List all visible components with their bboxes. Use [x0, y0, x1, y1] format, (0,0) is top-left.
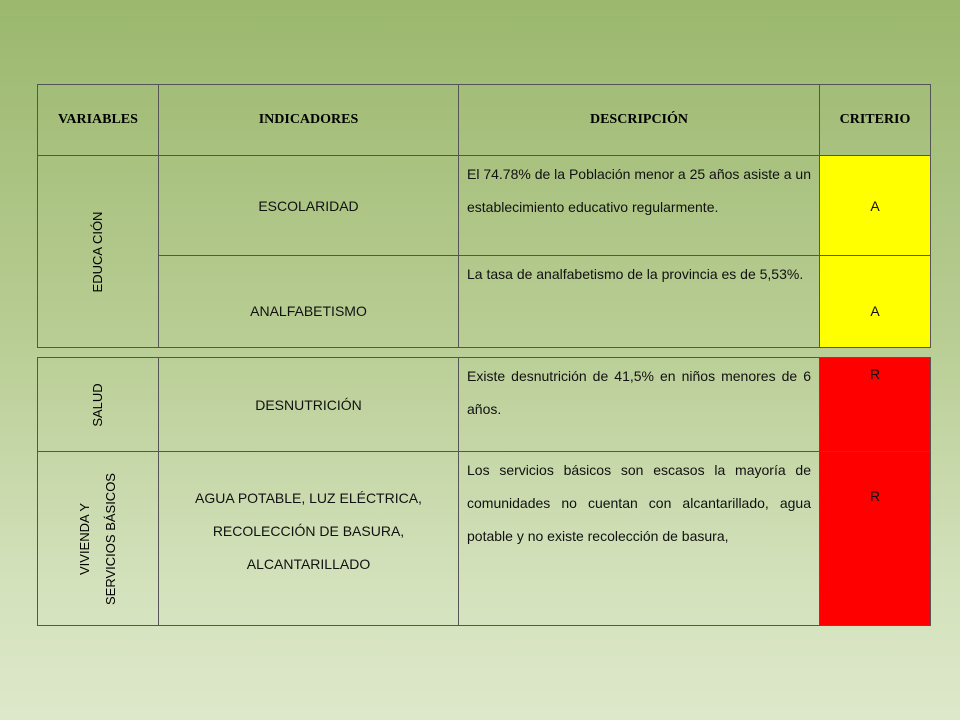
criterion-cell: A — [820, 156, 931, 256]
criterion-cell: R — [820, 452, 931, 626]
indicator-cell: ANALFABETISMO — [159, 256, 459, 348]
header-indicators: INDICADORES — [159, 85, 459, 156]
description-cell: Los servicios básicos son escasos la mayoría de comunidades no cuentan con alcantarillado, agua potable y no existe recolección de basura, — [459, 452, 820, 626]
indicator-cell: DESNUTRICIÓN — [159, 358, 459, 452]
criterion-cell: A — [820, 256, 931, 348]
description-cell: El 74.78% de la Población menor a 25 años asiste a un establecimiento educativo regularmente. — [459, 156, 820, 256]
indicator-line: RECOLECCIÓN DE BASURA, — [212, 523, 405, 539]
indicator-cell: ESCOLARIDAD — [159, 156, 459, 256]
indicators-table-top — [37, 84, 931, 348]
variable-label-line: SERVICIOS BÁSICOS — [103, 472, 118, 605]
indicator-line: ALCANTARILLADO — [246, 556, 371, 572]
indicator-line: AGUA POTABLE, LUZ ELÉCTRICA, — [195, 490, 422, 506]
variable-cell-education — [38, 156, 159, 348]
table-row — [38, 452, 931, 626]
table-row — [38, 256, 931, 348]
description-cell: Existe desnutrición de 41,5% en niños menores de 6 años. — [459, 358, 820, 452]
header-row — [38, 85, 931, 156]
indicators-table-bottom — [37, 357, 931, 626]
variable-label — [72, 473, 124, 605]
header-criterion: CRITERIO — [820, 85, 931, 156]
description-cell: La tasa de analfabetismo de la provincia es de 5,53%. — [459, 256, 820, 348]
variable-label-line: VIVIENDA Y — [77, 502, 92, 575]
variable-cell-housing — [38, 452, 159, 626]
variable-label: SALUD — [90, 382, 105, 427]
variable-label: EDUCA CIÓN — [90, 211, 105, 292]
table-row — [38, 358, 931, 452]
variable-cell-health — [38, 358, 159, 452]
header-description: DESCRIPCIÓN — [459, 85, 820, 156]
indicator-cell — [159, 452, 459, 626]
table-row — [38, 156, 931, 256]
header-variables: VARIABLES — [38, 85, 159, 156]
criterion-cell: R — [820, 358, 931, 452]
